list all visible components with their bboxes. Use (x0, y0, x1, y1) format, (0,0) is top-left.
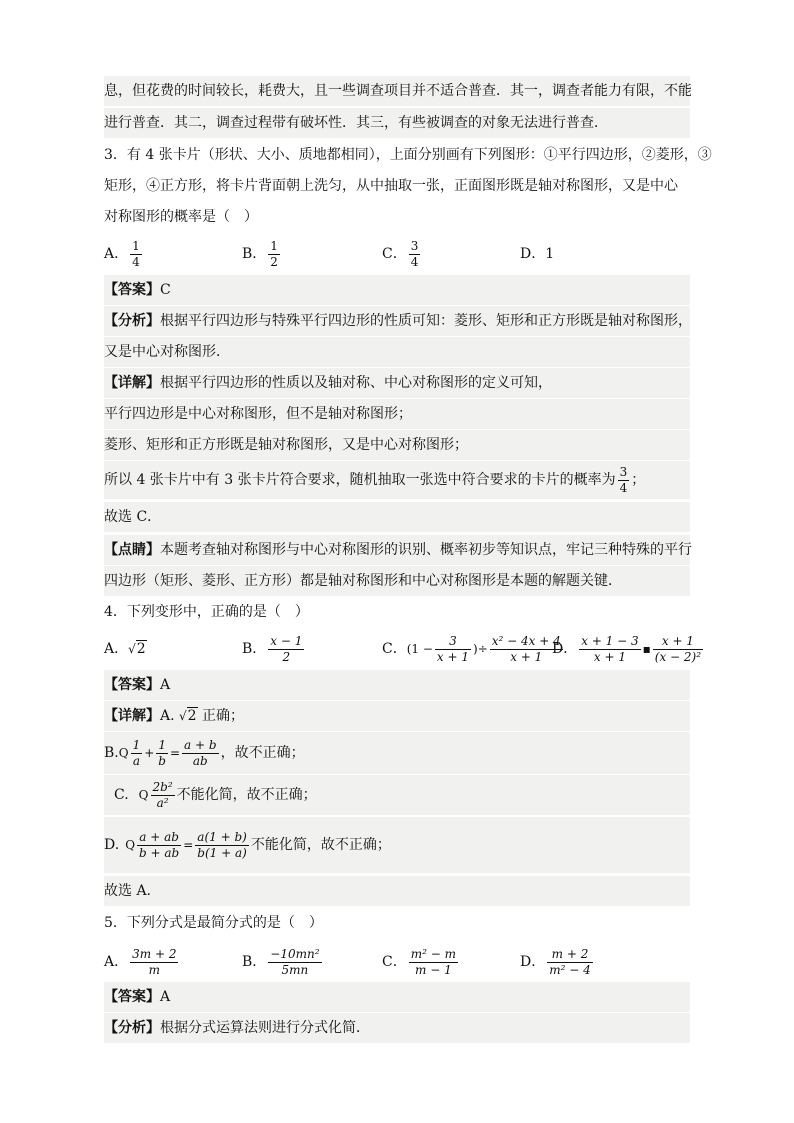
question-text: 3．有 4 张卡片（形状、大小、质地都相同），上面分别画有下列图形：①平行四边形，②菱形，③ (104, 147, 712, 163)
answer-tag: 【答案】 (104, 989, 160, 1005)
comment-line-2: 四边形（矩形、菱形、正方形）都是轴对称图形和中心对称图形是本题的解题关键． (104, 566, 690, 596)
option-b: B． $\frac{x - 1}{2}$ (242, 633, 303, 664)
answer-tag: 【答案】 (104, 282, 160, 298)
detail-line-d: D. Q $\frac{a + ab}{b + ab}$ = $\frac{a(1 + b)}{b(1 + a)}$ 不能化简，故不正确； (104, 817, 690, 873)
question-3-line-3 (104, 202, 690, 232)
paragraph-text: 进行普查．其二，调查过程带有破坏性．其三，有些被调查的对象无法进行普查． (104, 115, 608, 131)
comment-tag: 【点睛】 (104, 542, 160, 558)
option-d: D．1 (520, 246, 555, 262)
question-5-options (104, 942, 690, 982)
detail-line: 【详解】A. √2 正确； (104, 701, 690, 731)
option-a: A． $\frac{1}{4}$ (104, 238, 140, 269)
answer-tag: 【答案】 (104, 677, 160, 693)
detail-line-3: 菱形、矩形和正方形既是轴对称图形，又是中心对称图形； (104, 430, 690, 460)
answer-line (104, 275, 690, 305)
analysis-line-2: 又是中心对称图形． (104, 337, 690, 367)
choose-line: 故选 C． (104, 502, 690, 532)
question-text: 4．下列变形中，正确的是（ ） (104, 604, 309, 620)
option-a: A．√2 (104, 641, 146, 657)
detail-line: 【详解】根据平行四边形的性质以及轴对称、中心对称图形的定义可知， (104, 368, 690, 398)
answer-value: C (160, 282, 171, 298)
question-4-options (104, 630, 702, 668)
question-5-line (104, 908, 690, 938)
detail-line-b: B.Q $\frac{1}{a}$ + $\frac{1}{b}$ = $\frac{a + b}{ab}$ ，故不正确； (104, 732, 690, 774)
detail-line-c: C. Q $\frac{\text{2b²}}{\text{a²}}$ 不能化简，故不正确； (104, 775, 690, 815)
option-c: C．(1 − $\frac{3}{x + 1}$ )÷ $\frac{\text{x² − 4x + 4}}{x + 1}$ (382, 633, 561, 664)
answer-line (104, 670, 690, 700)
detail-tag: 【详解】 (104, 708, 160, 724)
detail-line-2: 平行四边形是中心对称图形，但不是轴对称图形； (104, 399, 690, 429)
question-3-line-2 (104, 171, 690, 201)
answer-line (104, 982, 690, 1012)
answer-value: A (160, 677, 171, 693)
text-line (104, 108, 690, 138)
detail-tag: 【详解】 (104, 375, 160, 391)
detail-line-4: 所以 4 张卡片中有 3 张卡片符合要求，随机抽取一张选中符合要求的卡片的概率为 $\frac{3}{4}$ ； (104, 461, 690, 499)
question-3-options (104, 236, 690, 272)
answer-value: A (160, 989, 171, 1005)
option-d: D． $\frac{m + 2}{\text{m² − 4}}$ (520, 946, 591, 977)
question-text: 对称图形的概率是（ ） (104, 209, 258, 225)
question-4-line (104, 597, 690, 627)
analysis-line: 【分析】根据分式运算法则进行分式化简． (104, 1013, 690, 1043)
question-3-line-1 (104, 140, 712, 170)
option-a: A． $\frac{3m + 2}{m}$ (104, 946, 177, 977)
comment-line: 【点睛】本题考查轴对称图形与中心对称图形的识别、概率初步等知识点，牢记三种特殊的平行 (104, 535, 690, 565)
choose-line: 故选 A. (104, 876, 690, 906)
text-line (104, 76, 690, 106)
paragraph-text: 息，但花费的时间较长，耗费大，且一些调查项目并不适合普查．其一，调查者能力有限，不能 (104, 83, 692, 99)
analysis-tag: 【分析】 (104, 313, 160, 329)
option-d: D． $\frac{x + 1 - 3}{x + 1}$ ▪ $\frac{x + 1}{\text{(x − 2)²}}$ (552, 633, 702, 664)
analysis-tag: 【分析】 (104, 1020, 160, 1036)
option-c: C． $\frac{\text{m² − m}}{m - 1}$ (382, 946, 456, 977)
question-text: 5．下列分式是最简分式的是（ ） (104, 915, 323, 931)
option-b: B． $\frac{1}{2}$ (242, 238, 278, 269)
option-c: C． $\frac{3}{4}$ (382, 238, 419, 269)
question-text: 矩形，④正方形，将卡片背面朝上洗匀，从中抽取一张，正面图形既是轴对称图形，又是中心 (104, 178, 678, 194)
option-b: B． $\frac{\text{−10mn²}}{5mn}$ (242, 946, 320, 977)
analysis-line: 【分析】根据平行四边形与特殊平行四边形的性质可知：菱形、矩形和正方形既是轴对称图形， (104, 306, 690, 336)
